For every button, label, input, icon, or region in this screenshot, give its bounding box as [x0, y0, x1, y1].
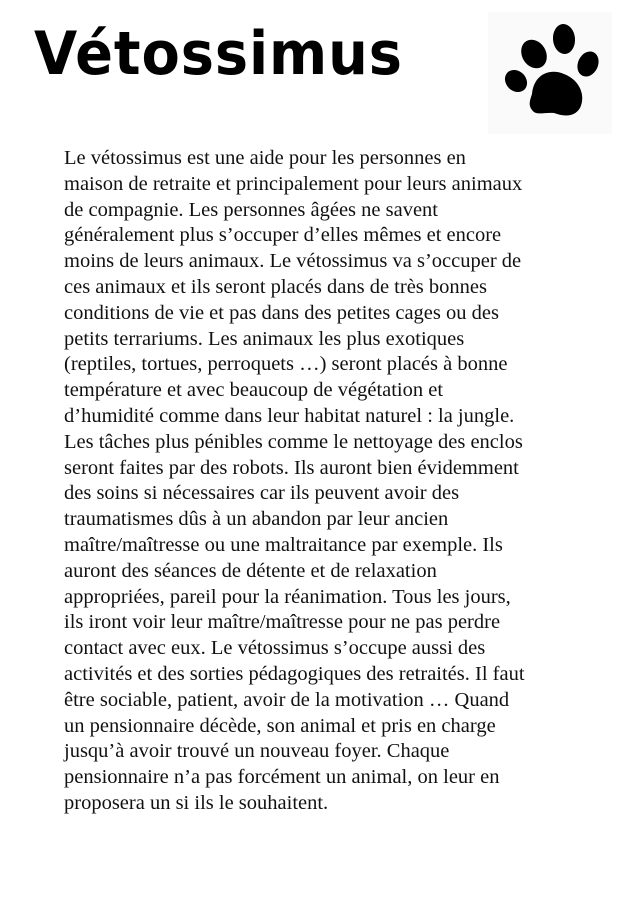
paw-print-icon	[488, 12, 612, 134]
page-title: Vétossimus	[34, 19, 403, 89]
body-paragraph: Le vétossimus est une aide pour les personnes en maison de retraite et principalement pour leurs animaux de compagnie. Les personnes âgées ne savent généralement plus s’occuper d’elles mêmes et encore moins de leurs animaux. Le vétossimus va s’occuper de ces animaux et ils seront placés dans de très bonnes conditions de vie et pas dans des petites cages ou des petits terrariums. Les animaux les plus exotiques (reptiles, tortues, perroquets …) seront placés à bonne température et avec beaucoup de végétation et d’humidité comme dans leur habitat naturel : la jungle. Les tâches plus pénibles comme le nettoyage des enclos seront faites par des robots. Ils auront bien évidemment des soins si nécessaires car ils peuvent avoir des traumatismes dûs à un abandon par leur ancien maître/maîtresse ou une maltraitance par exemple. Ils auront des séances de détente et de relaxation appropriées, pareil pour la réanimation. Tous les jours, ils iront voir leur maître/maîtresse pour ne pas perdre contact avec eux. Le vétossimus s’occupe aussi des activités et des sorties pédagogiques des retraités. Il faut être sociable, patient, avoir de la motivation … Quand un pensionnaire décède, son animal et pris en charge jusqu’à avoir trouvé un nouveau foyer. Chaque pensionnaire n’a pas forcément un animal, on leur en proposera un si ils le souhaitent.	[64, 147, 525, 814]
